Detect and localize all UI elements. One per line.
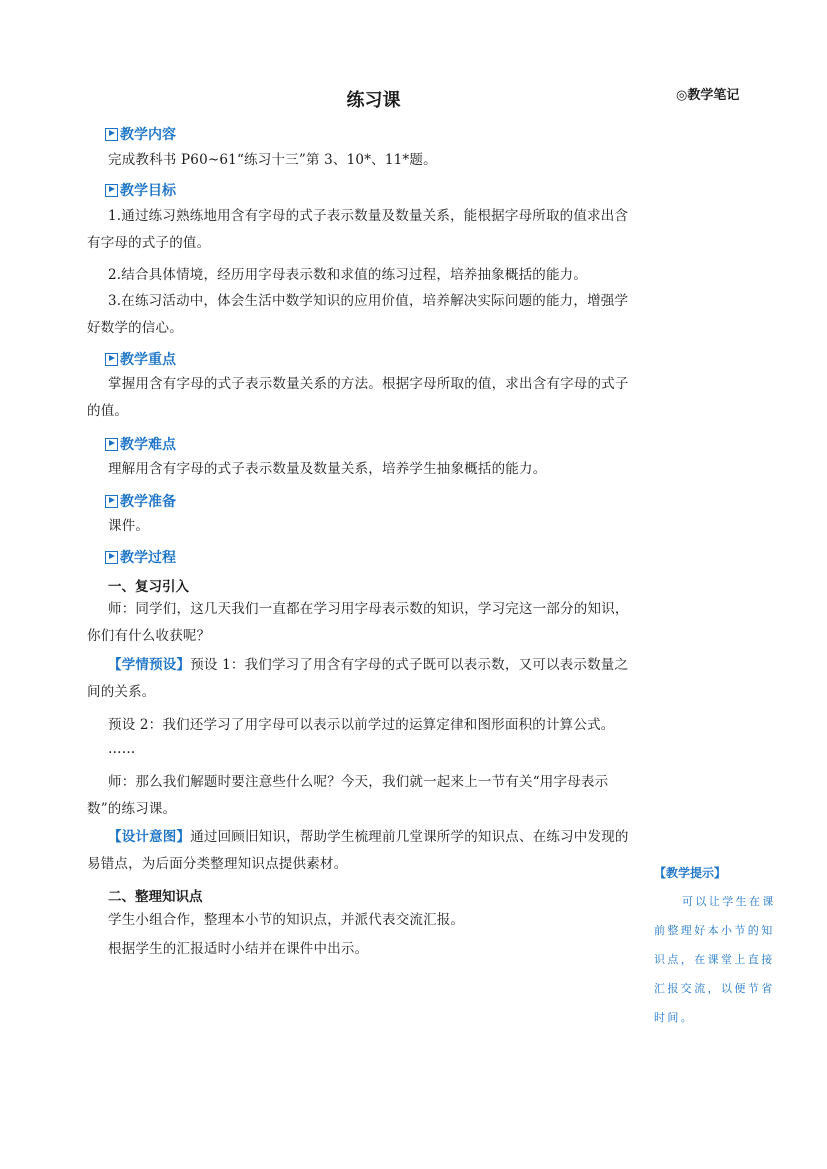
learning-preset-label: 【学情预设】 <box>108 657 191 673</box>
page-title: 练习课 <box>346 90 401 111</box>
teaching-tip <box>654 864 778 1032</box>
design-intent-label: 【设计意图】 <box>108 829 191 845</box>
content-text: 完成教科书 P60~61“练习十三”第 3、10*、11*题。 <box>108 152 437 168</box>
teaching-tip-text: 可以让学生在课前整理好本小节的知识点，在课堂上直接汇报交流，以便节省时间。 <box>654 895 776 1024</box>
paragraph-7: 学生小组合作，整理本小节的知识点，并派代表交流汇报。 <box>108 912 465 928</box>
heading-difficulty <box>105 434 176 454</box>
heading-label: 教学重点 <box>120 352 176 368</box>
heading-label: 教学准备 <box>120 494 176 510</box>
heading-prep <box>105 491 176 511</box>
heading-label: 教学内容 <box>120 127 176 143</box>
goal-3: 3.在练习活动中，体会生活中数学知识的应用价值，培养解决实际问题的能力，增强学好数学的信心。 <box>87 293 629 336</box>
play-icon <box>105 184 118 197</box>
paragraph-8: 根据学生的汇报适时小结并在课件中出示。 <box>108 941 369 957</box>
paragraph-1: 师：同学们，这几天我们一直都在学习用字母表示数的知识，学习完这一部分的知识，你们有什么收获呢？ <box>87 601 629 644</box>
teaching-tip-title: 【教学提示】 <box>654 866 727 880</box>
play-icon <box>105 438 118 451</box>
paragraph-2 <box>87 652 630 706</box>
key-text: 掌握用含有字母的式子表示数量关系的方法。根据字母所取的值，求出含有字母的式子的值。 <box>87 376 629 419</box>
goal-1: 1.通过练习熟练地用含有字母的式子表示数量及数量关系，能根据字母所取的值求出含有字母的式子的值。 <box>87 208 629 251</box>
heading-label: 教学过程 <box>120 550 176 566</box>
difficulty-text: 理解用含有字母的式子表示数量及数量关系，培养学生抽象概括的能力。 <box>108 461 547 477</box>
part-2-title: 二、整理知识点 <box>108 889 203 905</box>
paragraph-6 <box>87 824 630 878</box>
paragraph-2-text: 预设 1：我们学习了用含有字母的式子既可以表示数，又可以表示数量之间的关系。 <box>87 657 629 700</box>
heading-process <box>105 547 176 567</box>
heading-key <box>105 349 176 369</box>
paragraph-5: 师：那么我们解题时要注意些什么呢？今天，我们就一起来上一节有关“用字母表示数”的练习课。 <box>87 774 609 817</box>
paragraph-3: 预设 2：我们还学习了用字母可以表示以前学过的运算定律和图形面积的计算公式。 <box>108 717 615 733</box>
heading-label: 教学目标 <box>120 183 176 199</box>
goal-2: 2.结合具体情境，经历用字母表示数和求值的练习过程，培养抽象概括的能力。 <box>108 267 588 283</box>
play-icon <box>105 551 118 564</box>
paragraph-6-text: 通过回顾旧知识，帮助学生梳理前几堂课所学的知识点、在练习中发现的易错点，为后面分类整理知识点提供素材。 <box>87 829 629 872</box>
play-icon <box>105 128 118 141</box>
heading-goals <box>105 180 176 200</box>
prep-text: 课件。 <box>108 518 150 534</box>
part-1-title: 一、复习引入 <box>108 579 189 595</box>
ellipsis: …… <box>108 741 136 757</box>
heading-label: 教学难点 <box>120 437 176 453</box>
heading-content <box>105 124 176 144</box>
play-icon <box>105 353 118 366</box>
play-icon <box>105 495 118 508</box>
teaching-notes-label: ◎教学笔记 <box>676 88 740 103</box>
